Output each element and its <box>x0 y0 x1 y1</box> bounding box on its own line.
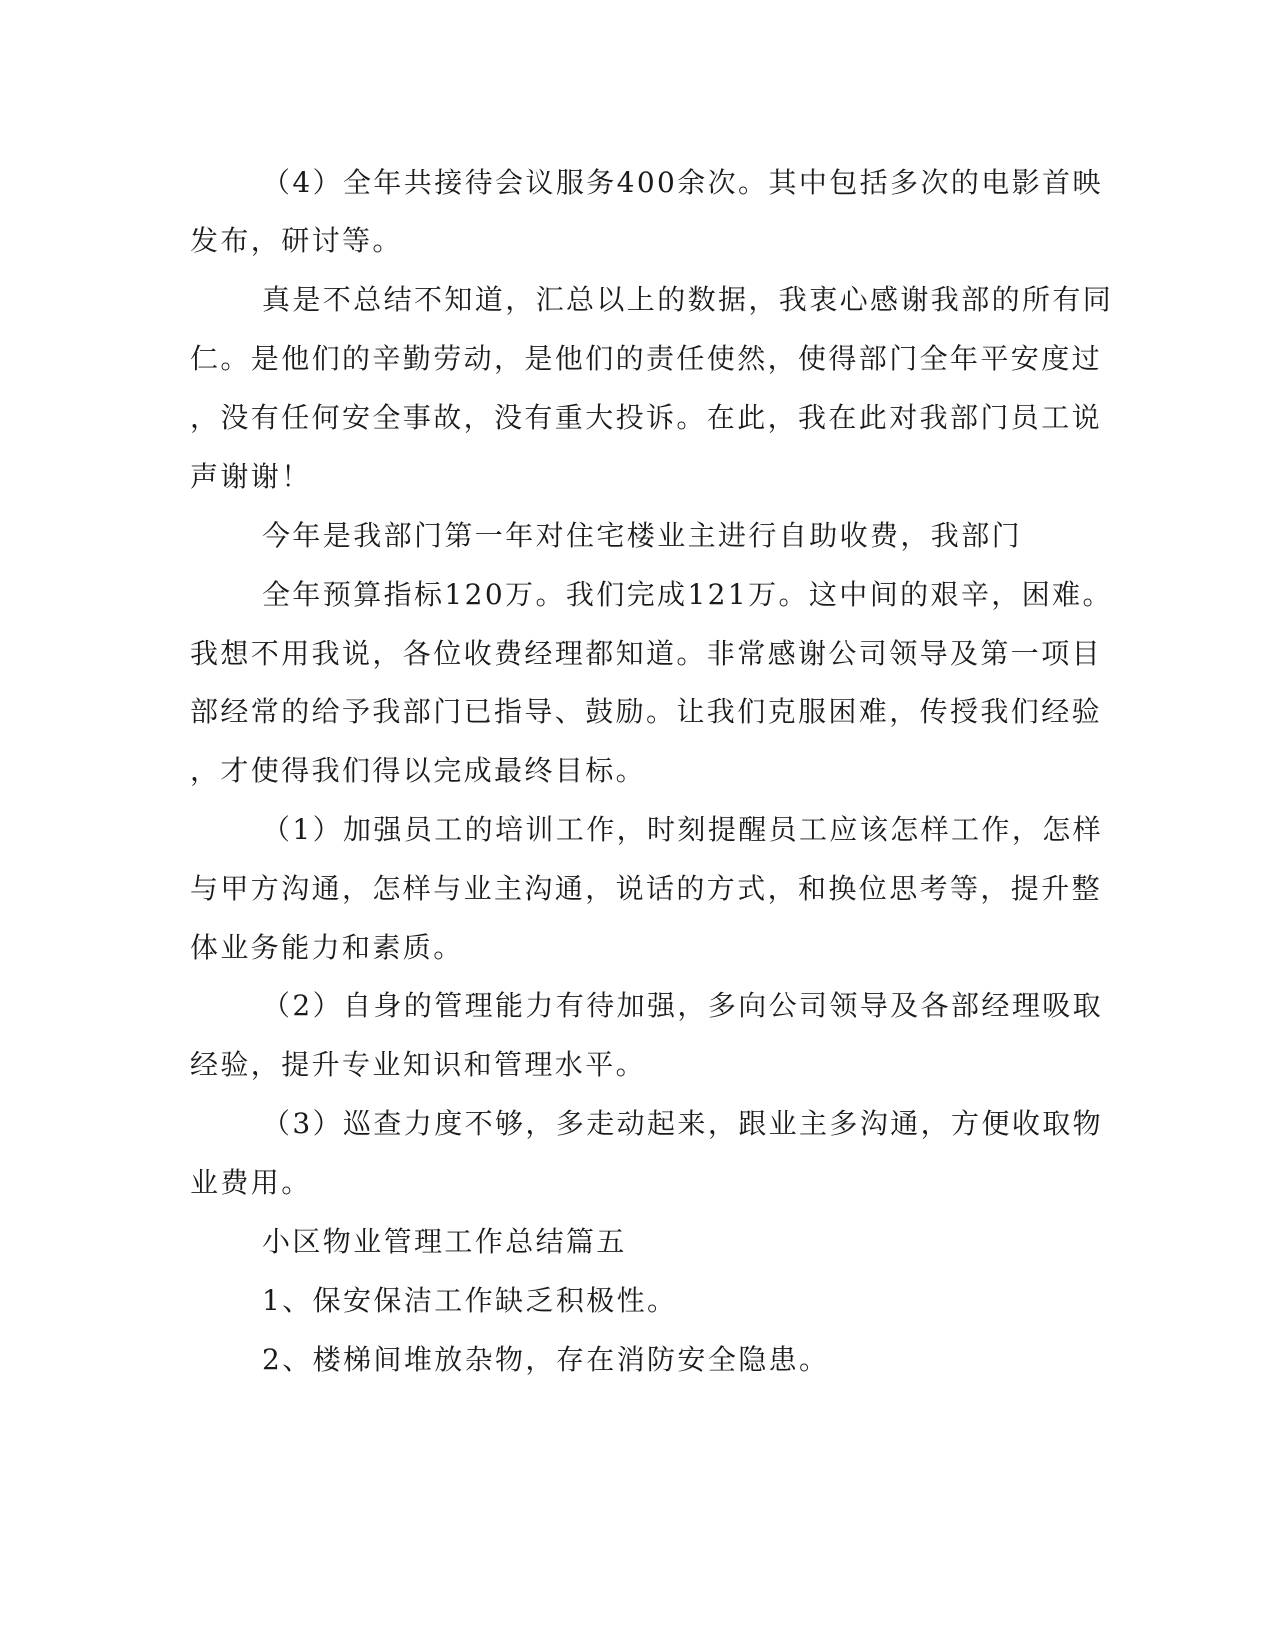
text-line: （2）自身的管理能力有待加强，多向公司领导及各部经理吸取 <box>262 989 1104 1022</box>
list-item: 1、保安保洁工作缺乏积极性。 <box>262 1284 678 1317</box>
text-line: 与甲方沟通，怎样与业主沟通，说话的方式，和换位思考等，提升整 <box>190 872 1103 905</box>
text-line: 仁。是他们的辛勤劳动，是他们的责任使然，使得部门全年平安度过 <box>190 342 1103 375</box>
section-heading: 小区物业管理工作总结篇五 <box>262 1225 627 1258</box>
list-item: 2、楼梯间堆放杂物，存在消防安全隐患。 <box>262 1343 830 1376</box>
text-line: （3）巡查力度不够，多走动起来，跟业主多沟通，方便收取物 <box>262 1107 1104 1140</box>
text-line: 业费用。 <box>190 1166 312 1199</box>
text-line: 全年预算指标120万。我们完成121万。这中间的艰辛，困难。 <box>262 578 1113 611</box>
text-line: ，才使得我们得以完成最终目标。 <box>190 754 647 787</box>
text-line: 真是不总结不知道，汇总以上的数据，我衷心感谢我部的所有同 <box>262 283 1114 316</box>
text-line: 今年是我部门第一年对住宅楼业主进行自助收费，我部门 <box>262 519 1023 552</box>
text-line: 部经常的给予我部门已指导、鼓励。让我们克服困难，传授我们经验 <box>190 695 1103 728</box>
text-line: 我想不用我说，各位收费经理都知道。非常感谢公司领导及第一项目 <box>190 637 1103 670</box>
text-line: （4）全年共接待会议服务400余次。其中包括多次的电影首映 <box>262 166 1103 199</box>
text-line: 发布，研讨等。 <box>190 224 403 257</box>
text-line: 经验，提升专业知识和管理水平。 <box>190 1048 647 1081</box>
text-line: （1）加强员工的培训工作，时刻提醒员工应该怎样工作，怎样 <box>262 813 1104 846</box>
text-line: 声谢谢！ <box>190 460 312 493</box>
text-line: ，没有任何安全事故，没有重大投诉。在此，我在此对我部门员工说 <box>190 401 1103 434</box>
text-line: 体业务能力和素质。 <box>190 931 464 964</box>
